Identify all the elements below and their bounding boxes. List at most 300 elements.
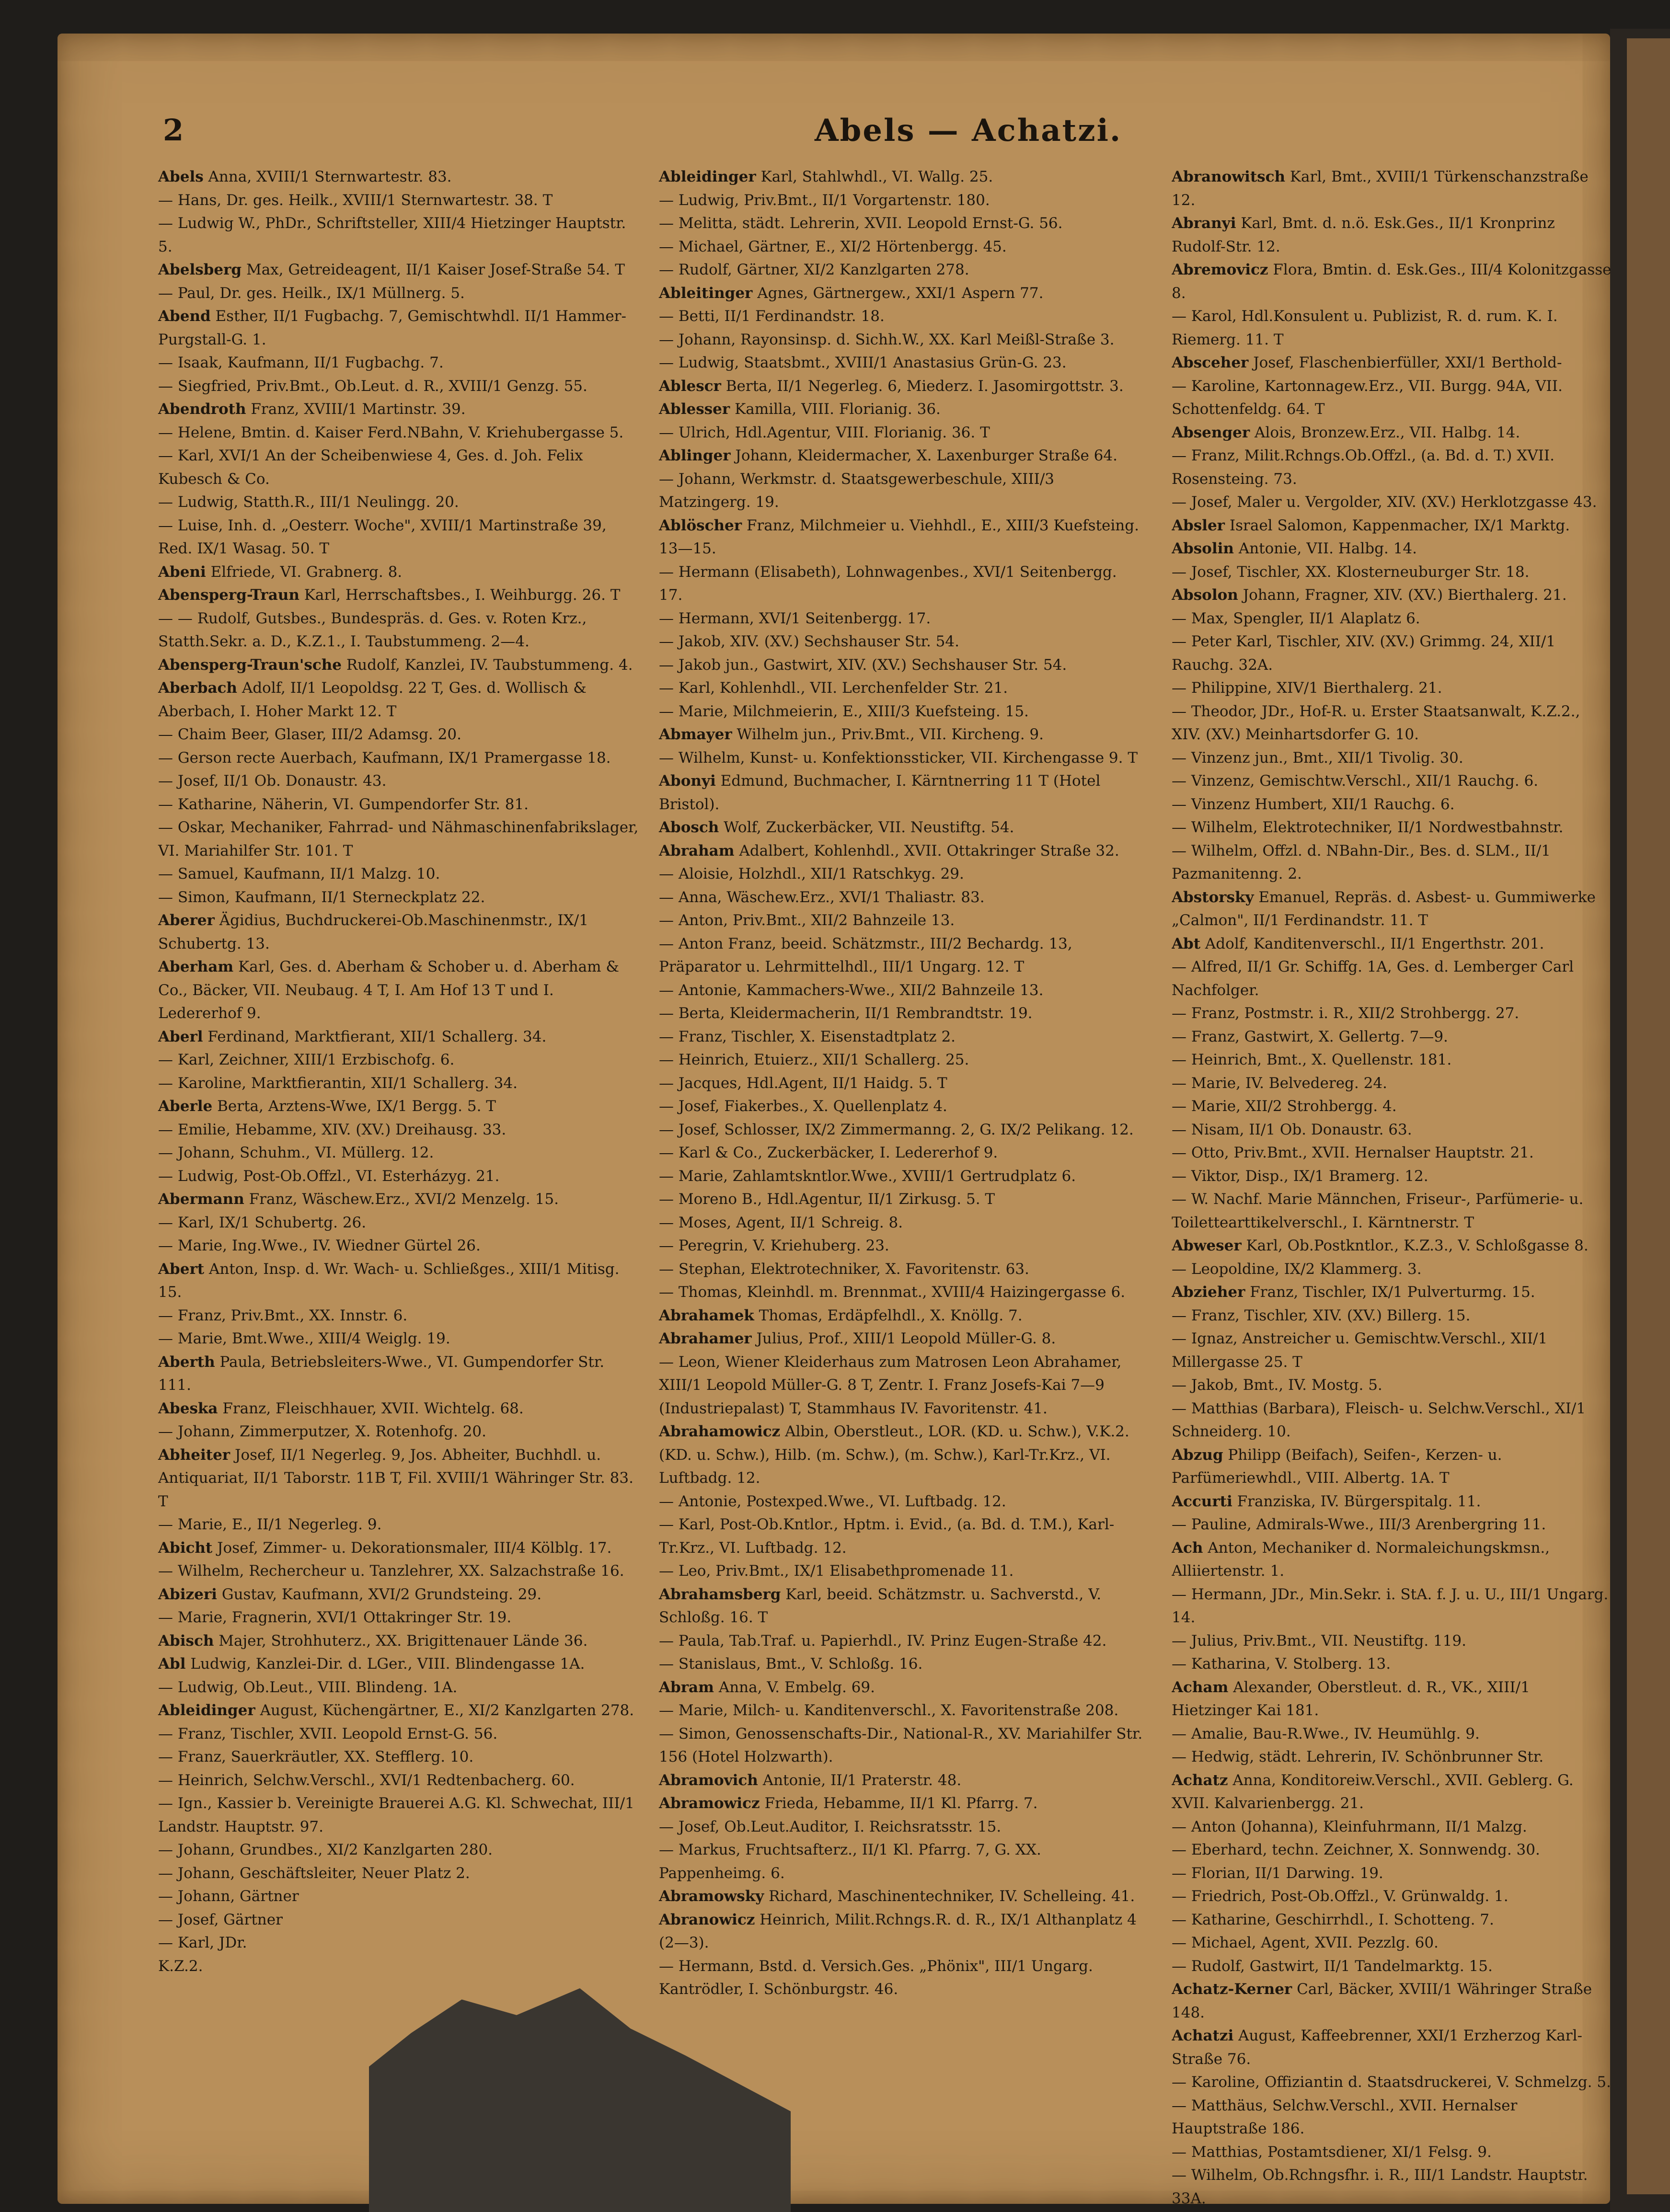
directory-entry <box>158 305 642 351</box>
directory-entry <box>1172 1165 1612 1188</box>
directory-entry <box>158 1048 642 1072</box>
directory-entry <box>158 676 642 723</box>
directory-entry <box>158 1769 642 1792</box>
entry-text: — Katharine, Näherin, VI. Gumpendorfer Str. 81. <box>158 795 529 813</box>
directory-entry <box>158 444 642 491</box>
directory-entry <box>659 1815 1143 1839</box>
entry-text: — Florian, II/1 Darwing. 19. <box>1172 1864 1383 1882</box>
entry-text: Johann, Fragner, XIV. (XV.) Bierthalerg. 21. <box>1243 586 1567 604</box>
entry-text: — Peregrin, V. Kriehuberg. 23. <box>659 1237 889 1254</box>
directory-entry <box>158 1931 642 1955</box>
directory-entry <box>659 1559 1143 1583</box>
directory-entry <box>1172 305 1612 351</box>
directory-entry <box>659 258 1143 282</box>
directory-entry <box>1172 955 1612 1002</box>
entry-text: — Samuel, Kaufmann, II/1 Malzg. 10. <box>158 865 440 883</box>
directory-entry <box>1172 1397 1612 1444</box>
entry-text: — Simon, Genossenschafts-Dir., National-R., XV. Mariahilfer Str. 156 (Hotel Holzwarth). <box>659 1725 1143 1765</box>
directory-entry <box>158 1397 642 1421</box>
entry-surname: Ach <box>1172 1539 1203 1557</box>
entry-surname: Abranyi <box>1172 215 1236 232</box>
entry-text: — Johann, Rayonsinsp. d. Sichh.W., XX. Karl Meißl-Straße 3. <box>659 331 1115 348</box>
directory-entry <box>659 630 1143 653</box>
directory-entry <box>1172 258 1612 305</box>
entry-surname: Achatz <box>1172 1771 1228 1789</box>
entry-text: — Marie, Fragnerin, XVI/1 Ottakringer Str. 19. <box>158 1609 512 1626</box>
entry-text: — Marie, E., II/1 Negerleg. 9. <box>158 1516 382 1533</box>
entry-text: — Franz, Tischler, X. Eisenstadtplatz 2. <box>659 1028 956 1045</box>
entry-surname: Abl <box>158 1655 186 1673</box>
entry-surname: Abramowicz <box>659 1795 760 1812</box>
directory-entry <box>659 444 1143 468</box>
directory-entry <box>659 1165 1143 1188</box>
directory-entry <box>659 1048 1143 1072</box>
entry-surname: Abert <box>158 1260 205 1278</box>
entry-text: Majer, Strohhuterz., XX. Brigittenauer Lände 36. <box>219 1632 588 1650</box>
entry-text: — Helene, Bmtin. d. Kaiser Ferd.NBahn, V. Kriehubergasse 5. <box>158 424 624 441</box>
entry-surname: Abonyi <box>659 772 716 790</box>
directory-entry <box>158 1188 642 1211</box>
directory-entry <box>659 839 1143 863</box>
directory-entry <box>659 1258 1143 1281</box>
entry-text: — W. Nachf. Marie Männchen, Friseur-, Parfümerie- u. Toilettearttikelverschl., I. Kärntnerstr. T <box>1172 1191 1584 1231</box>
entry-text: — Alfred, II/1 Gr. Schiffg. 1A, Ges. d. Lemberger Carl Nachfolger. <box>1172 958 1574 999</box>
directory-entry <box>659 1978 1143 2001</box>
directory-entry <box>659 1118 1143 1142</box>
entry-surname: Abizeri <box>158 1585 217 1603</box>
entry-surname: Abrahamsberg <box>659 1585 781 1603</box>
entry-text: — Johann, Werkmstr. d. Staatsgewerbeschule, XIII/3 Matzingerg. 19. <box>659 470 1054 511</box>
entry-text: Flora, Bmtin. d. Esk.Ges., III/4 Kolonitzgasse 8. <box>1172 261 1612 302</box>
entry-text: — Pauline, Admirals-Wwe., III/3 Arenbergring 11. <box>1172 1516 1546 1533</box>
entry-text: — Anton (Johanna), Kleinfuhrmann, II/1 Malzg. <box>1172 1818 1527 1835</box>
entry-text: — Julius, Priv.Bmt., VII. Neustiftg. 119. <box>1172 1632 1466 1650</box>
directory-entry <box>158 1025 642 1049</box>
entry-text: — Franz, Postmstr. i. R., XII/2 Strohbergg. 27. <box>1172 1005 1520 1022</box>
directory-entry <box>1172 1095 1612 1118</box>
entry-surname: Absenger <box>1172 424 1250 441</box>
directory-entry <box>1172 1536 1612 1583</box>
entry-surname: Abt <box>1172 935 1201 952</box>
entry-text: Franz, XVIII/1 Martinstr. 39. <box>251 401 466 418</box>
directory-entry <box>158 398 642 421</box>
directory-entry <box>659 607 1143 630</box>
directory-entry <box>1172 1118 1612 1142</box>
entry-text: — Wilhelm, Elektrotechniker, II/1 Nordwestbahnstr. <box>1172 819 1564 836</box>
directory-entry <box>158 1072 642 1095</box>
directory-entry <box>659 375 1143 398</box>
directory-entry <box>1172 839 1612 886</box>
entry-surname: Abheiter <box>158 1446 230 1464</box>
entry-text: Alois, Bronzew.Erz., VII. Halbg. 14. <box>1255 424 1520 441</box>
directory-entry <box>1172 1676 1612 1722</box>
entry-surname: Abweser <box>1172 1237 1242 1254</box>
entry-text: Carl, Bäcker, XVIII/1 Währinger Straße 148. <box>1172 1981 1592 2021</box>
entry-surname: Abels <box>158 168 204 185</box>
directory-entry <box>158 955 642 1025</box>
entry-surname: Abremovicz <box>1172 261 1268 278</box>
entry-text: — Simon, Kaufmann, II/1 Sterneckplatz 22. <box>158 888 485 906</box>
entry-text: — Wilhelm, Ob.Rchngsfhr. i. R., III/1 Landstr. Hauptstr. 33A. <box>1172 2166 1588 2207</box>
directory-entry <box>1172 1745 1612 1769</box>
entry-text: — Luise, Inh. d. „Oesterr. Woche", XVIII/1 Martinstraße 39, Red. IX/1 Wasag. 50. T <box>158 516 607 557</box>
entry-text: — Johann, Zimmerputzer, X. Rotenhofg. 20. <box>158 1423 487 1440</box>
entry-text: — Franz, Gastwirt, X. Gellertg. 7—9. <box>1172 1028 1448 1045</box>
entry-surname: Aberl <box>158 1028 203 1045</box>
directory-entry <box>1172 1885 1612 1908</box>
entry-surname: Aberham <box>158 958 234 975</box>
directory-entry <box>659 1722 1143 1769</box>
directory-entry <box>1172 1327 1612 1374</box>
directory-entry <box>1172 351 1612 375</box>
entry-text: — Eberhard, techn. Zeichner, X. Sonnwendg. 30. <box>1172 1841 1540 1858</box>
entry-text: — Marie, IV. Belvedereg. 24. <box>1172 1074 1387 1092</box>
entry-text: Kamilla, VIII. Florianig. 36. <box>735 401 941 418</box>
entry-text: — Josef, Gärtner <box>158 1911 283 1928</box>
entry-text: — Karol, Hdl.Konsulent u. Publizist, R. d. rum. K. I. Riemerg. 11. T <box>1172 308 1558 348</box>
entry-text: Philipp (Beifach), Seifen-, Kerzen- u. Parfümeriewhdl., VIII. Albertg. 1A. T <box>1172 1446 1502 1487</box>
entry-text: — Rudolf, Gastwirt, II/1 Tandelmarktg. 15. <box>1172 1957 1493 1975</box>
entry-text: — Ludwig, Ob.Leut., VIII. Blindeng. 1A. <box>158 1678 458 1696</box>
entry-text: Karl, Ges. d. Aberham & Schober u. d. Aberham & Co., Bäcker, VII. Neubaug. 4 T, I. Am Hof 13 T und I. Ledererhof 9. <box>158 958 619 1022</box>
entry-text: — Karoline, Kartonnagew.Erz., VII. Burgg. 94A, VII. Schottenfeldg. 64. T <box>1172 377 1563 418</box>
entry-text: August, Küchengärtner, E., XI/2 Kanzlgarten 278. <box>260 1702 634 1719</box>
directory-entry <box>659 1513 1143 1559</box>
directory-entry <box>659 282 1143 305</box>
entry-text: Johann, Kleidermacher, X. Laxenburger Straße 64. <box>735 447 1117 464</box>
entry-text: — Rudolf, Gärtner, XI/2 Kanzlgarten 278. <box>659 261 969 278</box>
entry-text: Anton, Insp. d. Wr. Wach- u. Schließges., XIII/1 Mitisg. 15. <box>158 1260 620 1301</box>
entry-text: — Katharine, Geschirrhdl., I. Schotteng. 7. <box>1172 1911 1494 1928</box>
directory-entry <box>1172 1862 1612 1885</box>
entry-text: — Markus, Fruchtsafterz., II/1 Kl. Pfarrg. 7, G. XX. Pappenheimg. 6. <box>659 1841 1041 1882</box>
entry-text: — Leopoldine, IX/2 Klammerg. 3. <box>1172 1260 1422 1278</box>
directory-entry <box>1172 421 1612 445</box>
entry-surname: Abermann <box>158 1191 244 1208</box>
entry-text: — Johann, Geschäftsleiter, Neuer Platz 2. <box>158 1864 470 1882</box>
entry-surname: Abensperg-Traun'sche <box>158 656 342 674</box>
entry-text: Ferdinand, Marktfierant, XII/1 Schallerg. 34. <box>207 1028 547 1045</box>
entry-text: Franz, Fleischhauer, XVII. Wichtelg. 68. <box>222 1399 524 1417</box>
directory-entry <box>158 769 642 793</box>
entry-text: — Karl, Kohlenhdl., VII. Lerchenfelder Str. 21. <box>659 679 1008 697</box>
directory-entry <box>158 1676 642 1699</box>
entry-text: August, Kaffeebrenner, XXI/1 Erzherzog Karl-Straße 76. <box>1172 2027 1582 2068</box>
directory-entry <box>158 1118 642 1142</box>
directory-entry <box>158 1141 642 1165</box>
directory-entry <box>659 1769 1143 1792</box>
entry-text: Karl, Ob.Postkntlor., K.Z.3., V. Schloßgasse 8. <box>1246 1237 1589 1254</box>
directory-entry <box>1172 1978 1612 2024</box>
entry-text: — Matthias, Postamtsdiener, XI/1 Felsg. 9. <box>1172 2143 1492 2161</box>
entry-surname: Acham <box>1172 1678 1229 1696</box>
directory-entry <box>158 1165 642 1188</box>
directory-entry <box>1172 816 1612 839</box>
directory-entry <box>1172 514 1612 538</box>
directory-entry <box>158 886 642 909</box>
directory-entry <box>659 676 1143 700</box>
entry-text: — Betti, II/1 Ferdinandstr. 18. <box>659 308 885 325</box>
directory-entry <box>1172 1908 1612 1932</box>
directory-entry <box>1172 1444 1612 1490</box>
directory-entry <box>1172 1722 1612 1746</box>
directory-entry <box>1172 165 1612 212</box>
entry-text: — Marie, Zahlamtskntlor.Wwe., XVIII/1 Gertrudplatz 6. <box>659 1167 1076 1185</box>
directory-entry <box>158 1722 642 1746</box>
entry-text: Karl, Bmt., XVIII/1 Türkenschanzstraße 12. <box>1172 168 1589 209</box>
directory-entry <box>1172 700 1612 746</box>
directory-entry <box>659 514 1143 561</box>
entry-text: — Thomas, Kleinhdl. m. Brennmat., XVIII/4 Haizingergasse 6. <box>659 1284 1126 1301</box>
entry-text: Karl, Stahlwhdl., VI. Wallg. 25. <box>760 168 993 185</box>
directory-entry <box>1172 1815 1612 1839</box>
directory-entry <box>158 1211 642 1235</box>
directory-entry <box>1172 1838 1612 1862</box>
entry-text: Josef, II/1 Negerleg. 9, Jos. Abheiter, Buchhdl. u. Antiquariat, II/1 Taborstr. 11B T, Fil. XVIII/1 Währinger Str. 83. T <box>158 1446 633 1510</box>
directory-entry <box>659 421 1143 445</box>
entry-text: Julius, Prof., XIII/1 Leopold Müller-G. 8. <box>756 1330 1056 1347</box>
entry-text: — Gerson recte Auerbach, Kaufmann, IX/1 Pramergasse 18. <box>158 749 611 767</box>
directory-entry <box>1172 1072 1612 1095</box>
directory-entry <box>659 1095 1143 1118</box>
entry-text: — Friedrich, Post-Ob.Offzl., V. Grünwaldg. 1. <box>1172 1888 1509 1905</box>
entry-text: Rudolf, Kanzlei, IV. Taubstummeng. 4. <box>346 656 633 674</box>
directory-entry <box>659 1072 1143 1095</box>
directory-entry <box>158 1745 642 1769</box>
directory-entry <box>158 258 642 282</box>
directory-entry <box>1172 1931 1612 1955</box>
entry-text: — Franz, Priv.Bmt., XX. Innstr. 6. <box>158 1307 408 1324</box>
entry-text: Heinrich, Milit.Rchngs.R. d. R., IX/1 Althanplatz 4 (2—3). <box>659 1911 1137 1951</box>
entry-text: — Chaim Beer, Glaser, III/2 Adamsg. 20. <box>158 726 461 743</box>
entry-text: Albin, Oberstleut., LOR. (KD. u. Schw.), V.K.2. (KD. u. Schw.), Hilb. (m. Schw.), (m. Schw.), Karl-Tr.Krz., VI. Luftbadg. 12. <box>659 1423 1129 1487</box>
directory-entry <box>659 561 1143 607</box>
directory-entry <box>158 1652 642 1676</box>
entry-text: Karl, Bmt. d. n.ö. Esk.Ges., II/1 Kronprinz Rudolf-Str. 12. <box>1172 215 1555 255</box>
entry-text: — Marie, XII/2 Strohbergg. 4. <box>1172 1098 1397 1115</box>
entry-text: Alexander, Oberstleut. d. R., VK., XIII/1 Hietzinger Kai 181. <box>1172 1678 1530 1719</box>
directory-entry <box>158 1699 642 1722</box>
entry-text: — Karl, Post-Ob.Kntlor., Hptm. i. Evid., (a. Bd. d. T.M.), Karl-Tr.Krz., VI. Luftbadg. 12. <box>659 1516 1115 1557</box>
entry-text: Franz, Milchmeier u. Viehhdl., E., XIII/3 Kuefsteing. 13—15. <box>659 516 1139 557</box>
entry-text: — Stanislaus, Bmt., V. Schloßg. 16. <box>659 1655 923 1673</box>
directory-entry <box>1172 746 1612 770</box>
entry-surname: Abram <box>659 1678 714 1696</box>
entry-text: — Matthäus, Selchw.Verschl., XVII. Hernalser Hauptstraße 186. <box>1172 2097 1518 2137</box>
directory-entry <box>158 1304 642 1328</box>
directory-entry <box>158 909 642 955</box>
entry-text: — Philippine, XIV/1 Bierthalerg. 21. <box>1172 679 1442 697</box>
directory-entry <box>158 1955 642 1978</box>
entry-text: — Josef, Tischler, XX. Klosterneuburger Str. 18. <box>1172 563 1530 581</box>
entry-text: — Anton Franz, beeid. Schätzmstr., III/2 Bechardg. 13, Präparator u. Lehrmittelhdl., III/1 Ungarg. 12. T <box>659 935 1072 975</box>
entry-text: — Hermann, XVI/1 Seitenbergg. 17. <box>659 609 931 627</box>
directory-entry <box>158 1583 642 1606</box>
directory-entry <box>659 700 1143 723</box>
directory-entry <box>659 1304 1143 1328</box>
directory-entry <box>659 1188 1143 1211</box>
directory-entry <box>659 1420 1143 1490</box>
directory-entry <box>659 1234 1143 1258</box>
directory-entry <box>659 723 1143 746</box>
entry-text: — Heinrich, Bmt., X. Quellenstr. 181. <box>1172 1051 1452 1068</box>
directory-entry <box>158 165 642 189</box>
entry-surname: Abrahamek <box>659 1307 754 1324</box>
directory-entry <box>659 1490 1143 1513</box>
entry-surname: Ablescr <box>659 377 721 395</box>
entry-text: — Ludwig, Statth.R., III/1 Neulingg. 20. <box>158 493 459 511</box>
entry-text: Franz, Wäschew.Erz., XVI/2 Menzelg. 15. <box>249 1191 559 1208</box>
entry-surname: Abensperg-Traun <box>158 586 299 604</box>
entry-text: — Anna, Wäschew.Erz., XVI/1 Thaliastr. 83. <box>659 888 985 906</box>
directory-entry <box>1172 1629 1612 1653</box>
entry-text: Franz, Tischler, IX/1 Pulverturmg. 15. <box>1250 1284 1535 1301</box>
entry-surname: Ablöscher <box>659 516 742 534</box>
directory-entry <box>659 1676 1143 1699</box>
directory-entry <box>1172 1141 1612 1165</box>
entry-surname: Abend <box>158 308 211 325</box>
entry-text: — Karl, IX/1 Schubertg. 26. <box>158 1214 367 1231</box>
entry-text: — Karoline, Offiziantin d. Staatsdruckerei, V. Schmelzg. 5. <box>1172 2074 1611 2091</box>
entry-surname: Abrahamer <box>659 1330 752 1347</box>
entry-text: — Paul, Dr. ges. Heilk., IX/1 Müllnerg. 5. <box>158 284 465 302</box>
directory-entry <box>659 862 1143 886</box>
entry-surname: Absceher <box>1172 354 1249 371</box>
running-head: Abels — Achatzi. <box>815 113 1122 149</box>
entry-text: Anna, V. Embelg. 69. <box>718 1678 875 1696</box>
entry-text: Adolf, Kanditenverschl., II/1 Engerthstr. 201. <box>1205 935 1544 952</box>
directory-entry <box>158 421 642 445</box>
directory-entry <box>158 1606 642 1629</box>
directory-entry <box>659 328 1143 352</box>
entry-surname: Abstorsky <box>1172 888 1254 906</box>
entry-text: — Johann, Schuhm., VI. Müllerg. 12. <box>158 1144 434 1161</box>
directory-entry <box>1172 491 1612 514</box>
entry-surname: Abelsberg <box>158 261 242 278</box>
directory-entry <box>1172 2094 1612 2141</box>
entry-surname: Absolon <box>1172 586 1238 604</box>
directory-entry <box>158 491 642 514</box>
directory-entry <box>659 235 1143 259</box>
entry-text: — Karl, XVI/1 An der Scheibenwiese 4, Ges. d. Joh. Felix Kubesch & Co. <box>158 447 583 488</box>
entry-surname: Aberer <box>158 912 215 929</box>
entry-text: Edmund, Buchmacher, I. Kärntnerring 11 T (Hotel Bristol). <box>659 772 1101 813</box>
directory-entry <box>1172 375 1612 421</box>
entry-surname: Abosch <box>659 819 719 836</box>
entry-text: — Josef, Ob.Leut.Auditor, I. Reichsratsstr. 15. <box>659 1818 1002 1835</box>
directory-entry <box>158 212 642 258</box>
page-number: 2 <box>163 113 184 148</box>
directory-entry <box>659 1838 1143 1885</box>
directory-entry <box>158 351 642 375</box>
entry-text: Anna, Konditoreiw.Verschl., XVII. Geblerg. G. XVII. Kalvarienbergg. 21. <box>1172 1771 1574 1812</box>
entry-text: — Melitta, städt. Lehrerin, XVII. Leopold Ernst-G. 56. <box>659 215 1063 232</box>
directory-entry <box>659 1351 1143 1421</box>
directory-entry <box>158 584 642 607</box>
entry-text: — Aloisie, Holzhdl., XII/1 Ratschkyg. 29. <box>659 865 964 883</box>
directory-entry <box>659 1281 1143 1304</box>
entry-surname: Absler <box>1172 516 1225 534</box>
entry-text: — Ign., Kassier b. Vereinigte Brauerei A.G. Kl. Schwechat, III/1 Landstr. Hauptstr. 97. <box>158 1795 634 1835</box>
directory-entry <box>659 305 1143 328</box>
directory-entry <box>659 1002 1143 1025</box>
directory-entry <box>158 189 642 212</box>
entry-text: — Wilhelm, Kunst- u. Konfektionssticker, VII. Kirchengasse 9. T <box>659 749 1138 767</box>
entry-text: Berta, II/1 Negerleg. 6, Miederz. I. Jasomirgottstr. 3. <box>726 377 1124 395</box>
directory-entry <box>1172 2141 1612 2164</box>
entry-text: — Franz, Tischler, XIV. (XV.) Billerg. 15. <box>1172 1307 1471 1324</box>
directory-entry <box>158 1327 642 1351</box>
directory-entry <box>158 1351 642 1397</box>
column-1 <box>158 165 642 1978</box>
directory-entry <box>158 1234 642 1258</box>
entry-text: K.Z.2. <box>158 1957 203 1975</box>
directory-entry <box>158 1513 642 1536</box>
entry-text: — Siegfried, Priv.Bmt., Ob.Leut. d. R., XVIII/1 Genzg. 55. <box>158 377 587 395</box>
directory-entry <box>158 561 642 584</box>
entry-surname: Abrahamowicz <box>659 1423 781 1440</box>
directory-entry <box>158 1258 642 1304</box>
entry-text: Anton, Mechaniker d. Normaleichungskmsn., Alliiertenstr. 1. <box>1172 1539 1550 1580</box>
directory-entry <box>1172 1281 1612 1304</box>
directory-entry <box>1172 1374 1612 1397</box>
entry-text: Antonie, II/1 Praterstr. 48. <box>762 1771 962 1789</box>
entry-text: — Marie, Milch- u. Kanditenverschl., X. Favoritenstraße 208. <box>659 1702 1119 1719</box>
entry-text: — Heinrich, Etuierz., XII/1 Schallerg. 25. <box>659 1051 969 1068</box>
directory-entry <box>659 1327 1143 1351</box>
entry-surname: Abzieher <box>1172 1284 1245 1301</box>
entry-text: — Hermann, JDr., Min.Sekr. i. StA. f. J. u. U., III/1 Ungarg. 14. <box>1172 1585 1609 1626</box>
directory-entry <box>659 1955 1143 1978</box>
directory-entry <box>1172 584 1612 607</box>
entry-surname: Aberth <box>158 1353 215 1371</box>
entry-text: — Wilhelm, Rechercheur u. Tanzlehrer, XX. Salzachstraße 16. <box>158 1562 624 1580</box>
directory-entry <box>659 886 1143 909</box>
directory-entry <box>659 1025 1143 1049</box>
directory-entry <box>659 1652 1143 1676</box>
directory-entry <box>1172 561 1612 584</box>
entry-text: — Berta, Kleidermacherin, II/1 Rembrandtstr. 19. <box>659 1005 1033 1022</box>
entry-text: — Ludwig W., PhDr., Schriftsteller, XIII/4 Hietzinger Hauptstr. 5. <box>158 215 626 255</box>
entry-text: — Stephan, Elektrotechniker, X. Favoritenstr. 63. <box>659 1260 1029 1278</box>
entry-text: — Moses, Agent, II/1 Schreig. 8. <box>659 1214 903 1231</box>
directory-entry <box>1172 1769 1612 1815</box>
entry-text: — Josef, Schlosser, IX/2 Zimmermanng. 2, G. IX/2 Pelikang. 12. <box>659 1121 1134 1138</box>
entry-text: — Max, Spengler, II/1 Alaplatz 6. <box>1172 609 1420 627</box>
entry-text: — Michael, Agent, XVII. Pezzlg. 60. <box>1172 1934 1439 1951</box>
directory-entry <box>659 1699 1143 1722</box>
directory-entry <box>659 1629 1143 1653</box>
directory-entry <box>1172 1002 1612 1025</box>
entry-text: Wolf, Zuckerbäcker, VII. Neustiftg. 54. <box>724 819 1014 836</box>
directory-entry <box>1172 2024 1612 2071</box>
entry-text: — Paula, Tab.Traf. u. Papierhdl., IV. Prinz Eugen-Straße 42. <box>659 1632 1107 1650</box>
directory-entry <box>1172 2071 1612 2094</box>
entry-text: — Johann, Grundbes., XI/2 Kanzlgarten 280. <box>158 1841 493 1858</box>
next-page-edge <box>1627 38 1670 2194</box>
entry-text: — Matthias (Barbara), Fleisch- u. Selchw.Verschl., XI/1 Schneiderg. 10. <box>1172 1399 1586 1440</box>
entry-text: — Ludwig, Priv.Bmt., II/1 Vorgartenstr. 180. <box>659 191 990 209</box>
directory-entry <box>659 932 1143 979</box>
directory-entry <box>1172 537 1612 561</box>
entry-text: — Isaak, Kaufmann, II/1 Fugbachg. 7. <box>158 354 444 371</box>
directory-entry <box>158 375 642 398</box>
directory-entry <box>1172 1025 1612 1049</box>
directory-entry <box>1172 444 1612 491</box>
entry-text: — Oskar, Mechaniker, Fahrrad- und Nähmaschinenfabrikslager, VI. Mariahilfer Str. 101. T <box>158 819 639 860</box>
entry-text: — Michael, Gärtner, E., XI/2 Hörtenbergg. 45. <box>659 238 1007 255</box>
entry-surname: Abzug <box>1172 1446 1223 1464</box>
